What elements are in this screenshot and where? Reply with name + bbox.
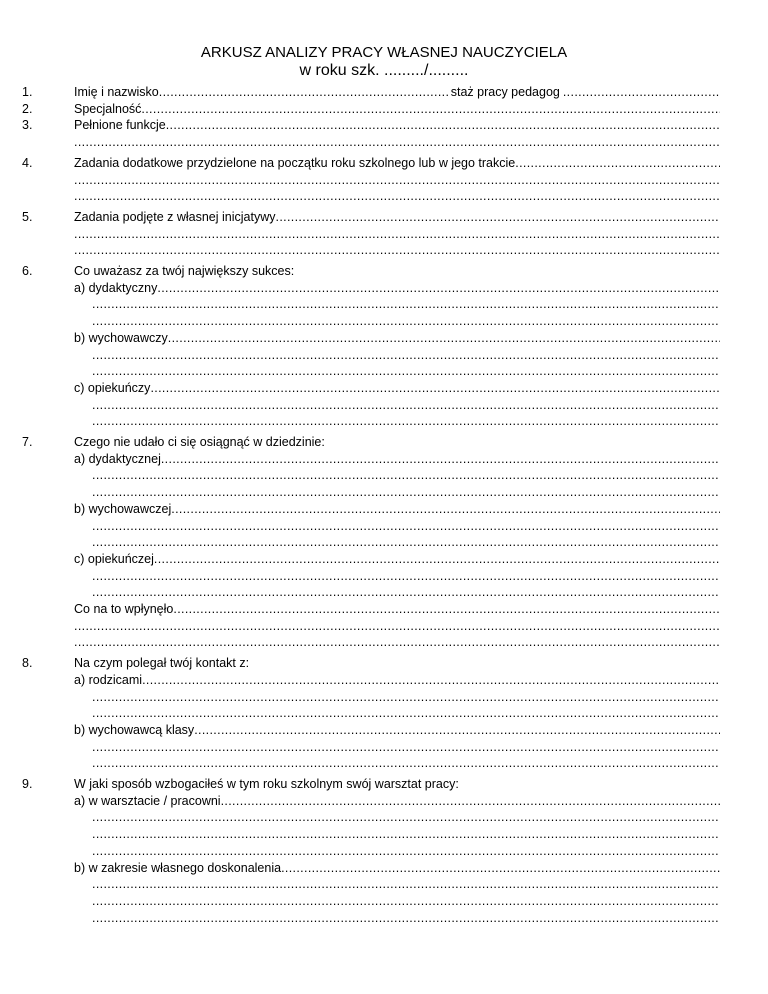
fill-dots [281,860,720,876]
question-text: c) opiekuńczej [74,551,154,566]
answer-line[interactable] [74,618,720,634]
question-text: Pełnione funkcje [74,118,166,133]
fill-dots [142,672,720,688]
form-line [0,397,768,413]
question-2 [0,101,768,117]
answer-line[interactable] [74,242,720,258]
fill-dots [74,618,720,634]
title-line-2: w roku szk. ........./......... [299,62,469,79]
answer-line[interactable] [74,330,720,346]
answer-line[interactable] [92,739,720,755]
fill-dots [92,413,720,429]
question-text: a) rodzicami [74,672,143,687]
question-text: b) wychowawcą klasy [74,722,195,737]
answer-line[interactable] [74,860,720,876]
question-5 [0,209,768,225]
answer-line[interactable] [92,518,720,534]
answer-line[interactable] [92,689,720,705]
form-line [0,380,768,396]
fill-dots [157,280,720,296]
answer-line[interactable] [92,910,720,926]
fill-dots [92,518,720,534]
form-line [0,634,768,650]
form-line [0,501,768,517]
question-text: Czego nie udało ci się osiągnąć w dziedzinie: [74,435,325,449]
answer-line[interactable] [92,893,720,909]
answer-line[interactable] [92,584,720,600]
form-line [0,242,768,258]
fill-dots [150,380,720,396]
answer-line[interactable] [92,534,720,550]
question-text: Specjalność [74,101,142,116]
title-line-1: ARKUSZ ANALIZY PRACY WŁASNEJ NAUCZYCIELA [200,44,568,61]
fill-dots [154,551,720,567]
question-number: 2. [22,101,33,116]
question-text: Co uważasz za twój największy sukces: [74,264,295,278]
fill-dots [92,534,720,550]
form-line [0,330,768,346]
fill-dots [92,584,720,600]
form-line [0,876,768,892]
form-line [0,826,768,842]
fill-dots [74,188,720,204]
question-number: 7. [22,435,33,449]
fill-dots [276,209,721,225]
fill-dots [221,793,720,809]
answer-line[interactable] [92,568,720,584]
form-line [0,705,768,721]
fill-dots [74,134,720,150]
answer-line[interactable] [74,634,720,650]
answer-line[interactable] [74,776,720,792]
question-text: a) dydaktycznej [74,451,161,466]
question-text: b) wychowawczy [74,330,168,345]
form-line [0,722,768,738]
question-number: 8. [22,656,33,671]
form-line [0,601,768,617]
answer-line[interactable] [92,876,720,892]
form-line [0,347,768,363]
document-title [0,44,768,80]
fill-dots [92,739,720,755]
answer-line[interactable] [92,484,720,500]
answer-line[interactable] [92,313,720,329]
question-text: c) opiekuńczy [74,380,151,395]
answer-line[interactable] [74,280,720,296]
form-line [0,618,768,634]
fill-dots [74,242,720,258]
answer-line[interactable] [92,413,720,429]
answer-line[interactable] [74,209,720,225]
fill-dots [74,226,720,242]
fill-dots [92,826,720,842]
fill-dots [92,809,720,825]
form-line [0,484,768,500]
fill-dots [173,601,720,617]
fill-dots [92,876,720,892]
answer-line[interactable] [74,84,720,100]
form-line [0,910,768,926]
answer-line[interactable] [74,380,720,396]
question-number: 3. [22,118,33,133]
fill-dots [92,484,720,500]
fill-dots [92,363,720,379]
form-line [0,313,768,329]
answer-line[interactable] [74,672,720,688]
fill-dots [92,347,720,363]
fill-dots [159,84,449,100]
answer-line[interactable] [92,397,720,413]
answer-line[interactable] [92,296,720,312]
fill-dots [92,296,720,312]
form-line [0,534,768,550]
question-number: 4. [22,155,33,170]
form-line [0,672,768,688]
form-line [0,689,768,705]
fill-dots [161,451,720,467]
answer-line[interactable] [74,172,720,188]
fill-dots [171,501,720,517]
answer-line[interactable] [74,793,720,809]
answer-line[interactable] [74,601,720,617]
form-line [0,584,768,600]
question-7 [0,434,768,450]
question-text: a) w warsztacie / pracowni [74,793,221,808]
form-line [0,172,768,188]
fill-dots [166,117,720,133]
form-line [0,755,768,771]
question-number: 9. [22,777,33,791]
answer-line[interactable] [74,551,720,567]
answer-line[interactable] [74,117,720,133]
question-3 [0,117,768,133]
answer-line[interactable] [74,722,720,738]
answer-line[interactable] [74,501,720,517]
form-line [0,518,768,534]
fill-dots [92,568,720,584]
answer-line[interactable] [92,363,720,379]
form-line [0,739,768,755]
question-text: b) wychowawczej [74,501,172,516]
form-line [0,188,768,204]
fill-dots [92,705,720,721]
answer-line[interactable] [92,347,720,363]
fill-dots [141,101,720,117]
question-9 [0,776,768,792]
question-text: Zadania dodatkowe przydzielone na początku roku szkolnego lub w jego trakcie [74,155,516,170]
fill-dots [92,467,720,483]
answer-line[interactable] [92,705,720,721]
fill-dots [168,330,720,346]
answer-line[interactable] [74,434,720,450]
question-text: Na czym polegał twój kontakt z: [74,656,250,671]
form-line [0,793,768,809]
form-line [0,413,768,429]
form-line [0,568,768,584]
form-line [0,451,768,467]
fill-dots [92,910,720,926]
question-text: Co na to wpłynęło [74,602,174,616]
form-line [0,280,768,296]
form-line [0,296,768,312]
question-text: b) w zakresie własnego doskonalenia [74,860,282,875]
answer-line[interactable] [92,809,720,825]
question-number: 1. [22,85,33,99]
answer-line[interactable] [74,188,720,204]
fill-dots [563,84,720,100]
question-text: Zadania podjęte z własnej inicjatywy [74,209,276,224]
form-line [0,134,768,150]
answer-line[interactable] [74,451,720,467]
question-text: W jaki sposób wzbogaciłeś w tym roku szkolnym swój warsztat pracy: [74,777,459,791]
fill-dots [515,155,720,171]
fill-dots [92,689,720,705]
fill-dots [74,634,720,650]
question-number: 5. [22,209,33,224]
answer-line[interactable] [74,101,720,117]
answer-line[interactable] [74,226,720,242]
question-4 [0,155,768,171]
answer-line[interactable] [92,755,720,771]
fill-dots [92,397,720,413]
fill-dots [92,313,720,329]
question-8 [0,655,768,671]
question-text: a) dydaktyczny [74,280,158,295]
question-text: Imię i nazwisko [74,85,159,99]
answer-line[interactable] [74,155,720,171]
answer-line[interactable] [92,467,720,483]
form-line [0,843,768,859]
fill-dots [194,722,720,738]
form-line [0,363,768,379]
form-line [0,893,768,909]
fill-dots [92,843,720,859]
form-line [0,860,768,876]
answer-line[interactable] [92,843,720,859]
answer-line[interactable] [74,655,720,671]
form-line [0,551,768,567]
form-line [0,809,768,825]
fill-dots [92,893,720,909]
question-number: 6. [22,264,33,278]
question-6 [0,263,768,279]
fill-dots [74,172,720,188]
fill-dots [92,755,720,771]
answer-line[interactable] [74,263,720,279]
question-text-secondary: staż pracy pedagog [450,85,560,99]
form-line [0,226,768,242]
form-line [0,467,768,483]
answer-line[interactable] [92,826,720,842]
question-1 [0,84,768,100]
answer-line[interactable] [74,134,720,150]
